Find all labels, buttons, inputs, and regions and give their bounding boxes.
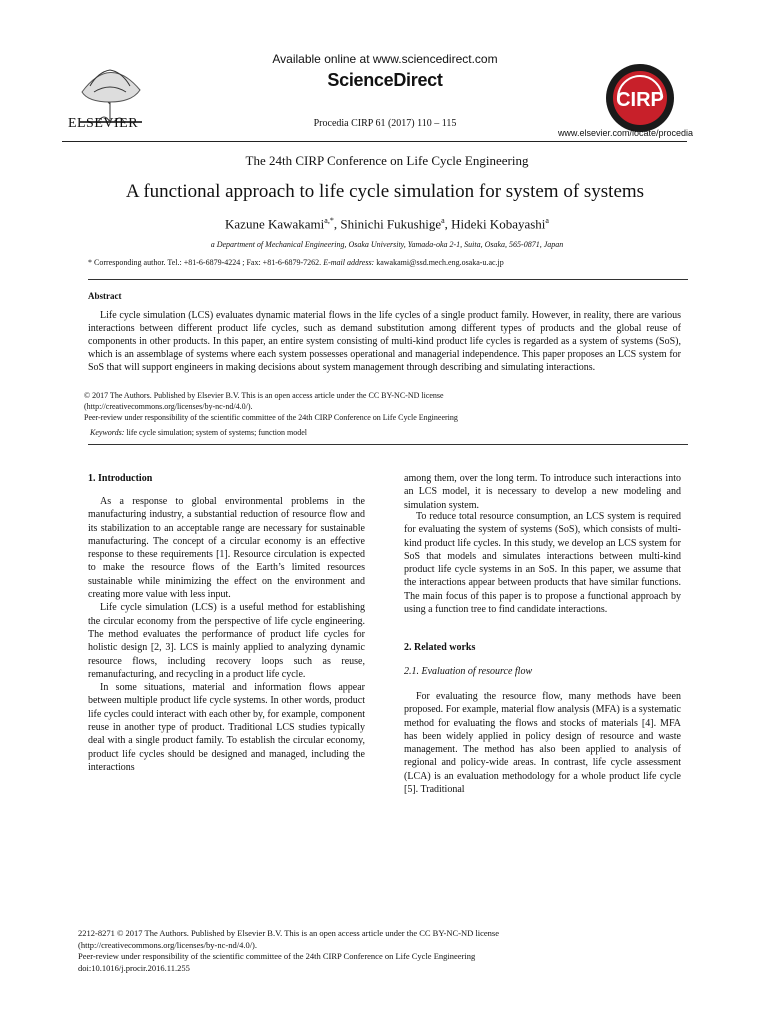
affiliation: a Department of Mechanical Engineering, Osaka University, Yamada-oka 2-1, Suita, Osaka, 565-0871, Japan xyxy=(210,240,564,249)
header-divider xyxy=(62,141,687,142)
footer-license-link[interactable]: (http://creativecommons.org/licenses/by-nc-nd/4.0/). xyxy=(78,939,258,950)
sciencedirect-brand: ScienceDirect xyxy=(327,70,443,90)
abstract-bottom-divider xyxy=(88,444,688,445)
body-paragraph: As a response to global environmental problems in the manufacturing industry, a substantial reduction of resource flow and its stabilization to an acceptable range are necessary for sustainable manufacturing. The concept of a circular economy is an effective response to these requirements [1]. Resource circulation is expected to make the resource flows of the Earth’s limited resources sustainable while minimizing the effect on the environment and creating more value with less input. xyxy=(88,496,365,601)
body-paragraph: Life cycle simulation (LCS) is a useful method for establishing the circular economy from the perspective of life cycle engineering. The method evaluates the performance of product life cycles for holistic design [2, 3]. LCS is mainly applied to analyzing dynamic resource flows, including recovery loops such as reuse, remanufacturing, and recycling in a product life cycle. xyxy=(88,602,365,680)
publisher-name: ELSEVIER xyxy=(67,116,139,131)
author-name: Shinichi Fukushige xyxy=(340,216,442,232)
conference-name: The 24th CIRP Conference on Life Cycle Engineering xyxy=(245,153,529,168)
body-paragraph: In some situations, material and information flows appear between multiple product life cycle systems. In other words, product life cycles could interact with each other by, for example, component reuse in another type of product. Traditional LCS studies typically deal with a single product family. To establish the circular economy, product life cycles should be designed and managed, including the interactions xyxy=(88,682,365,773)
right-column-middle xyxy=(404,510,681,616)
journal-homepage-link[interactable]: www.elsevier.com/locate/procedia xyxy=(557,128,693,138)
cirp-logo xyxy=(604,62,676,134)
license-link[interactable]: (http://creativecommons.org/licenses/by-nc-nd/4.0/). xyxy=(84,402,253,411)
author-list: Kazune Kawakami$^{a,*}$, Shinichi Fukushige$^a$, Hideki Kobayashi$^a$ xyxy=(225,216,549,232)
keywords xyxy=(90,428,690,437)
paper-title: A functional approach to life cycle simulation for system of systems xyxy=(125,181,645,202)
right-column-bottom xyxy=(404,690,681,796)
left-column xyxy=(88,495,365,774)
author-name: Hideki Kobayashi xyxy=(451,216,546,232)
corresponding-contact: * Corresponding author. Tel.: +81-6-6879-4224 ; Fax: +81-6-6879-7262. xyxy=(88,258,324,267)
journal-citation: Procedia CIRP 61 (2017) 110 – 115 xyxy=(313,118,457,129)
section-heading-related-works: 2. Related works xyxy=(404,642,476,653)
email-address[interactable]: kawakami@ssd.mech.eng.osaka-u.ac.jp xyxy=(374,258,504,267)
author-name: Kazune Kawakami xyxy=(225,216,325,232)
email-label: E-mail address: xyxy=(323,258,375,267)
footer-peer-review: Peer-review under responsibility of the scientific committee of the 24th CIRP Conference on Life Cycle Engineering xyxy=(78,951,476,961)
page-footer xyxy=(78,928,698,974)
peer-review-notice: Peer-review under responsibility of the scientific committee of the 24th CIRP Conference on Life Cycle Engineering xyxy=(84,413,458,422)
keywords-list: life cycle simulation; system of systems; function model xyxy=(124,428,308,437)
corresponding-author xyxy=(88,258,708,267)
abstract-body: Life cycle simulation (LCS) evaluates dynamic material flows in the life cycles of a single product family. However, in reality, there are various interactions between different product life cycles, such as demand substitution among different types of products and the global reuse of components in other products. In this paper, an entire system consisting of multi-kind product life cycles is regarded as a system of systems (SoS), which is an assemblage of systems where each system possesses operational and managerial independence. This paper proposes an LCS system for SoS that will support engineers in making decisions about system management through describing and simulating interactions. xyxy=(88,310,681,373)
author-affiliation-mark: a,* xyxy=(324,216,334,225)
cirp-logo-text: CIRP xyxy=(616,89,664,111)
right-column-top xyxy=(404,472,681,512)
body-paragraph: among them, over the long term. To introduce such interactions into an LCS model, it is necessary to develop a new modeling and simulation system. xyxy=(404,473,681,511)
copyright-notice: © 2017 The Authors. Published by Elsevier B.V. This is an open access article under the CC BY-NC-ND license xyxy=(84,391,444,400)
available-online-text[interactable]: Available online at www.sciencedirect.com xyxy=(272,52,498,66)
body-paragraph: To reduce total resource consumption, an LCS system is required for evaluating the system of systems (SoS), which consists of multi-kind product life cycles. In this study, we develop an LCS system for SoS that models and simulates interactions between multi-kind product life cycle systems in an SoS. In this paper, we assume that the interactions appear between products that have similar functions. The main focus of this paper is to propose a functional approach by using a function tree to find candidate interactions. xyxy=(404,511,681,616)
section-heading-introduction: 1. Introduction xyxy=(88,473,153,484)
author-affiliation-mark: a xyxy=(441,216,445,225)
body-paragraph: For evaluating the resource flow, many methods have been proposed. For example, material flow analysis (MFA) is a systematic method for evaluating the flows and stocks of materials [4]. MFA has been widely applied in policy design of resource and waste management. The method has also been applied to analysis of regional and policy-wide areas. In contrast, life cycle assessment (LCA) is an evaluation methodology for a whole product life cycle [5]. Traditional xyxy=(404,691,681,796)
footer-doi[interactable]: doi:10.1016/j.procir.2016.11.255 xyxy=(78,962,190,973)
abstract-heading: Abstract xyxy=(88,291,122,301)
abstract-top-divider xyxy=(88,279,688,280)
author-affiliation-mark: a xyxy=(545,216,549,225)
footer-copyright: 2212-8271 © 2017 The Authors. Published by Elsevier B.V. This is an open access article under the CC BY-NC-ND license xyxy=(78,928,500,938)
keywords-label: Keywords: xyxy=(90,428,125,437)
subsection-heading: 2.1. Evaluation of resource flow xyxy=(404,666,533,677)
